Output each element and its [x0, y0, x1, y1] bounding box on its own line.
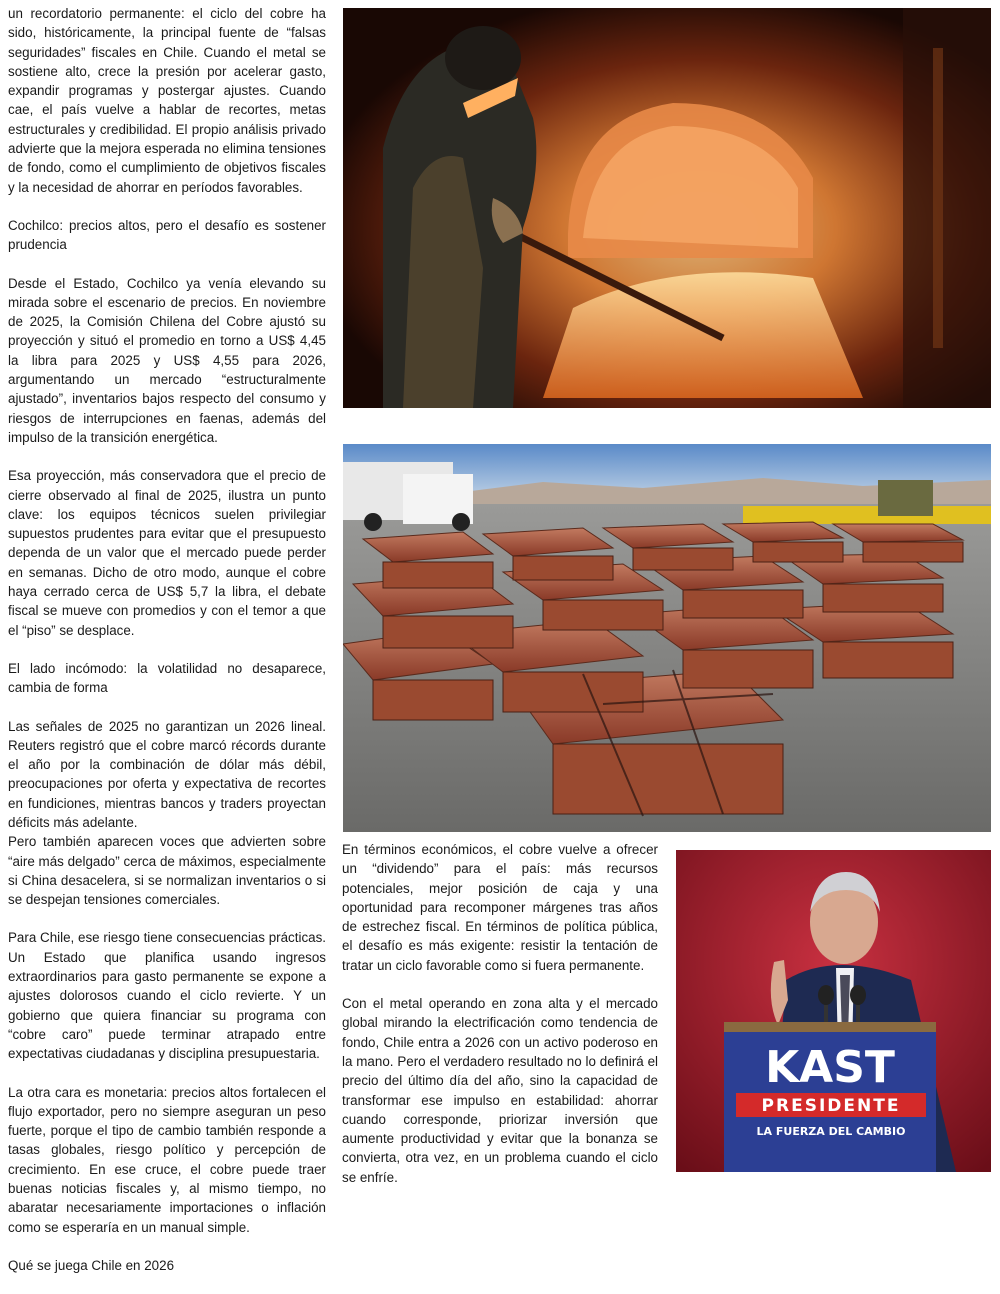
paragraph: Para Chile, ese riesgo tiene consecuencias prácticas. Un Estado que planifica usando ingresos extraordinarios para gasto permanente se expone a ajustes dolorosos cuando el ciclo revierte. Y un gobierno que quiera financiar su programa con “cobre caro” puede terminar atrapado entre expectativas ciudadanas y disciplina presupuestaria. — [8, 930, 326, 1062]
podium-title: PRESIDENTE — [761, 1096, 901, 1116]
section-heading: Qué se juega Chile en 2026 — [8, 1257, 175, 1273]
furnace-worker-photo — [343, 8, 991, 408]
paragraph: Las señales de 2025 no garantizan un 2026 lineal. Reuters registró que el cobre marcó récords durante el año por la combinación de dólar más débil, preocupaciones por oferta y expectativa de recortes en fundiciones, mientras bancos y traders proyectan déficits más adelante. — [8, 718, 326, 830]
kast-podium-photo — [676, 850, 991, 1172]
podium-slogan: LA FUERZA DEL CAMBIO — [756, 1125, 906, 1138]
section-heading: Cochilco: precios altos, pero el desafío es sostener prudencia — [8, 217, 326, 253]
podium-name: KAST — [765, 1042, 895, 1093]
section-heading: El lado incómodo: la volatilidad no desaparece, cambia de forma — [8, 660, 326, 696]
left-text-column — [8, 4, 326, 1294]
paragraph: Desde el Estado, Cochilco ya venía elevando su mirada sobre el escenario de precios. En noviembre de 2025, la Comisión Chilena del Cobre ajustó su proyección y situó el promedio en torno a US$ 4,45 la libra para 2025 y US$ 4,55 para 2026, argumentando un mercado “estructuralmente ajustado”, inventarios bajos respecto del consumo y riesgos de interrupciones en faenas, además del impulso de la transición energética. — [8, 275, 326, 445]
paragraph: La otra cara es monetaria: precios altos fortalecen el flujo exportador, pero no siempre aseguran un peso fuerte, porque el tipo de cambio también responde a tasas globales, riesgo político y percepción de crecimiento. En ese cruce, el cobre puede traer buenas noticias fiscales y, al mismo tiempo, no abaratar necesariamente importaciones o inflación como se esperaría en un manual simple. — [8, 1084, 326, 1235]
copper-cathodes-photo — [343, 444, 991, 832]
middle-text-column — [342, 840, 658, 1206]
paragraph: Esa proyección, más conservadora que el precio de cierre observado al final de 2025, ilustra un punto clave: los equipos técnicos suelen privilegiar supuestos prudentes para evitar que el presupuesto dependa de un valor que el mercado puede perder en semanas. Dicho de otro modo, aunque el cobre haya cerrado cerca de US$ 5,7 la libra, el debate fiscal se mueve con promedios y con el temor a que el “piso” se desplace. — [8, 468, 326, 638]
paragraph: Pero también aparecen voces que advierten sobre “aire más delgado” cerca de máximos, especialmente si China desacelera, si se normalizan inventarios o si se despejan tensiones comerciales. — [8, 834, 326, 908]
paragraph: En términos económicos, el cobre vuelve a ofrecer un “dividendo” para el país: más recursos potenciales, mejor posición de caja y una oportunidad para recomponer márgenes tras años de estrechez fiscal. En términos de política pública, el desafío es más exigente: resistir la tentación de tratar un ciclo favorable como si fuera permanente. — [342, 842, 658, 973]
paragraph: un recordatorio permanente: el ciclo del cobre ha sido, históricamente, la principal fuente de “falsas seguridades” fiscales en Chile. Cuando el metal se sostiene alto, crece la presión por acelerar gasto, expandir programas y postergar ajustes. Cuando cae, el país vuelve a hablar de recortes, metas estructurales y credibilidad. El propio análisis privado advierte que la mejora esperada no elimina tensiones de fondo, como el cumplimiento de objetivos fiscales y la necesidad de ahorrar en períodos favorables. — [8, 6, 326, 195]
paragraph: Con el metal operando en zona alta y el mercado global mirando la electrificación como tendencia de fondo, Chile entra a 2026 con un activo poderoso en la mano. Pero el verdadero resultado no lo definirá el precio del último día del año, sino la capacidad de transformar ese impulso en estabilidad: ahorrar cuando corresponde, priorizar inversión que aumente productividad y evitar que la bonanza se convierta, otra vez, en un problema cuando el ciclo se enfríe. — [342, 996, 658, 1185]
